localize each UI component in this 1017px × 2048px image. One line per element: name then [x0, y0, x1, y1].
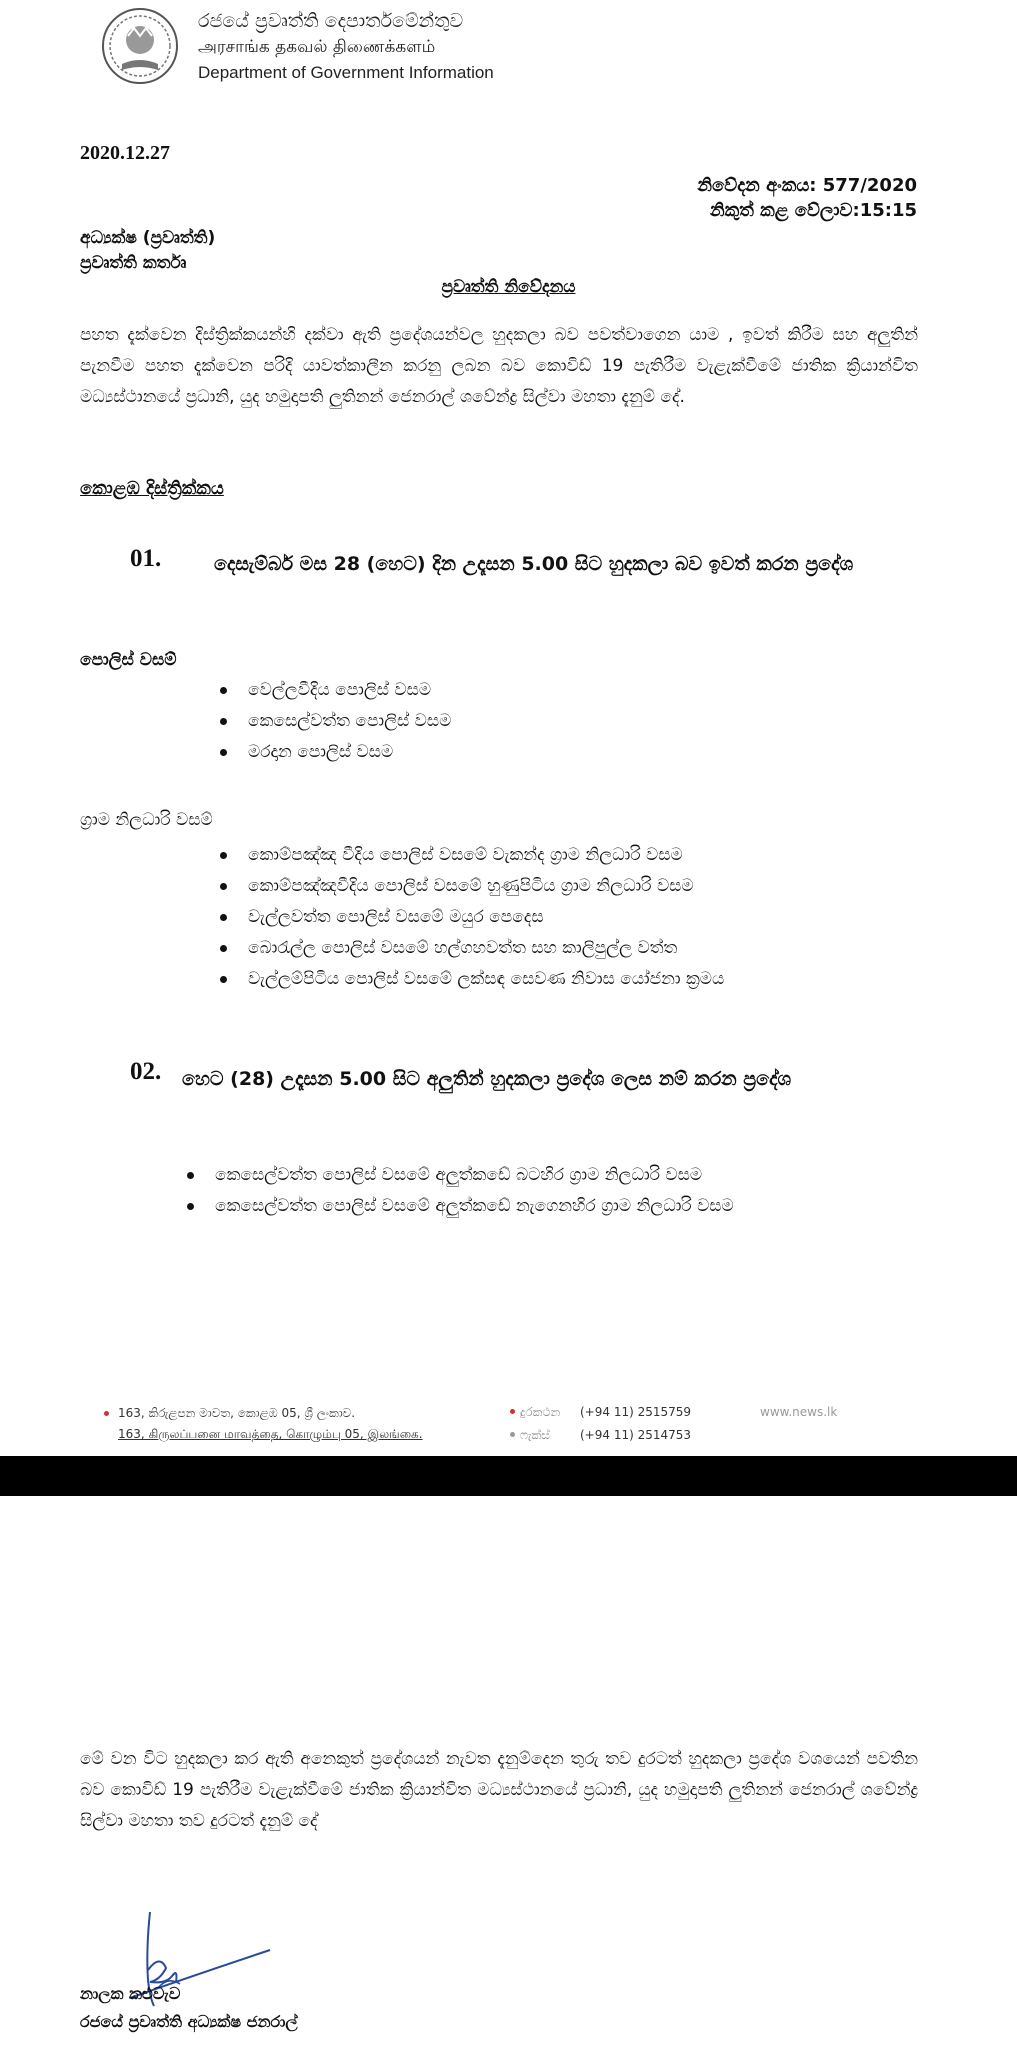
release-title: ප්‍රවෘත්ති නිවේදනය [441, 277, 576, 297]
press-release-page-2 [0, 1496, 1017, 2048]
section-1-heading: දෙසැම්බර් මස 28 (හෙට) දින උදෑසන 5.00 සිට හුදකලා බව ඉවත් කරන ප්‍රදේශ [214, 553, 854, 575]
release-number: නිවේදන අංකය: 577/2020 [697, 175, 917, 196]
header-line-english: Department of Government Information [198, 63, 494, 82]
gn-divisions-label: ග්‍රාම නිලධාරි වසම් [80, 810, 213, 830]
section-2-heading: හෙට (28) උදෑසන 5.00 සිට අලුතින් හුදකලා ප්‍රදේශ ලෙස නම් කරන ප්‍රදේශ [182, 1068, 792, 1090]
page-separator [0, 1456, 1017, 1496]
list-item: බොරැල්ල පොලිස් වසමේ හල්ගහවත්ත සහ කාලිපුල්ල වත්ත [248, 933, 928, 964]
list-item: වැල්ලවත්ත පොලිස් වසමේ මයුර පෙදෙස [248, 902, 928, 933]
issue-time: නිකුත් කළ වේලාව:15:15 [709, 200, 917, 221]
fax-icon [510, 1432, 515, 1437]
footer-address-sinhala: 163, කිරුළපන මාවත, කොළඹ 05, ශ්‍රී ලංකාව. [118, 1406, 356, 1420]
website-link[interactable]: www.news.lk [760, 1405, 838, 1419]
signatory-name: නාලක කළුවැව [80, 1984, 181, 2003]
list-item: වෙල්ලවීදිය පොලිස් වසම [248, 675, 908, 706]
list-item: කෙසෙල්වත්ත පොලිස් වසමේ අලුත්කඩේ නැගෙනහිර ග්‍රාම නිලධාරි වසම [215, 1191, 915, 1222]
section-2-list [215, 1160, 915, 1222]
list-item: මරදාන පොලිස් වසම [248, 737, 908, 768]
signatory-title: රජයේ ප්‍රවෘත්ති අධ්‍යක්ෂ ජනරාල් [80, 2012, 298, 2031]
bullet-icon [187, 1172, 194, 1179]
bullet-icon [220, 852, 227, 859]
list-item: වැල්ලම්පිටිය පොලිස් වසමේ ලක්සඳ සෙවණ නිවාස යෝජනා ක්‍රමය [248, 964, 928, 995]
list-item: කොම්පඤ්ඤ වීදිය පොලිස් වසමේ වැකන්ද ග්‍රාම නිලධාරි වසම [248, 840, 928, 871]
addressee-line-1: අධ්‍යක්ෂ (ප්‍රවෘත්ති) [80, 228, 216, 248]
bullet-icon [220, 687, 227, 694]
police-areas-label: පොලිස් වසම් [80, 650, 177, 670]
list-item: කෙසෙල්වත්ත පොලිස් වසමේ අලුත්කඩේ බටහිර ග්‍රාම නිලධාරි වසම [215, 1160, 915, 1191]
sri-lanka-emblem-icon [98, 6, 182, 86]
phone-icon [510, 1409, 515, 1414]
tel-number: (+94 11) 2515759 [580, 1405, 692, 1419]
fax-label: ෆැක්ස් [520, 1428, 550, 1442]
bullet-icon [220, 914, 227, 921]
header-line-sinhala: රජයේ ප්‍රවෘත්ති දෙපාර්තමේන්තුව [198, 10, 464, 32]
bullet-icon [220, 945, 227, 952]
header-line-tamil: அரசாங்க தகவல் திணைக்களம் [198, 37, 436, 57]
section-1-number: 01. [130, 545, 162, 572]
closing-paragraph: මේ වන විට හුදකලා කර ඇති අනෙකුත් ප්‍රදේශයන් නැවත දැනුම්දෙන තුරු තව දුරටත් හුදකලා ප්‍රදේශ වශයෙන් පවතින බව කොවිඩ් 19 පැතිරීම වැළැක්වීමේ ජාතික ක්‍රියාන්විත මධ්‍යස්ථානයේ ප්‍රධානි, යුද හමුදාපති ලුතිනන් ජෙනරාල් ශවේන්ද්‍ර සිල්වා මහතා තව දුරටත් දැනුම් දේ [80, 1749, 918, 1831]
footer-bullet-icon [104, 1411, 109, 1416]
section-2-number: 02. [130, 1058, 162, 1085]
bullet-icon [187, 1203, 194, 1210]
police-areas-list [248, 675, 908, 768]
addressee-line-2: ප්‍රවෘත්ති කර්තෘ [80, 253, 187, 273]
bullet-icon [220, 749, 227, 756]
footer-address-tamil: 163, கிருலப்பனை மாவத்தை, கொழும்பு 05, இலங்கை. [118, 1427, 423, 1441]
list-item: කෙසෙල්වත්ත පොලිස් වසම [248, 706, 908, 737]
tel-label: දුරකථන [520, 1405, 561, 1419]
bullet-icon [220, 883, 227, 890]
bullet-icon [220, 718, 227, 725]
bullet-icon [220, 976, 227, 983]
intro-paragraph: පහත දැක්වෙන දිස්ත්‍රික්කයන්හි දක්වා ඇති ප්‍රදේශයන්වල හුදකලා බව පවත්වාගෙන යාම , ඉවත් කිරීම සහ අලුතින් පැනවීම පහත දැක්වෙන පරිදි යාවත්කාලීන කරනු ලබන බව කොවිඩ් 19 පැතිරීම වැළැක්වීමේ ජාතික ක්‍රියාන්විත මධ්‍යස්ථානයේ ප්‍රධානි, යුද හමුදාපති ලුතිනන් ජෙනරාල් ශවේන්ද්‍ර සිල්වා මහතා දැනුම් දේ. [80, 325, 918, 407]
gn-divisions-list [248, 840, 928, 995]
fax-number: (+94 11) 2514753 [580, 1428, 692, 1442]
district-heading: කොළඹ දිස්ත්‍රික්කය [80, 478, 224, 499]
list-item: කොම්පඤ්ඤවීදිය පොලිස් වසමේ හුණුපිටිය ග්‍රාම නිලධාරි වසම [248, 871, 928, 902]
release-date: 2020.12.27 [80, 142, 170, 164]
